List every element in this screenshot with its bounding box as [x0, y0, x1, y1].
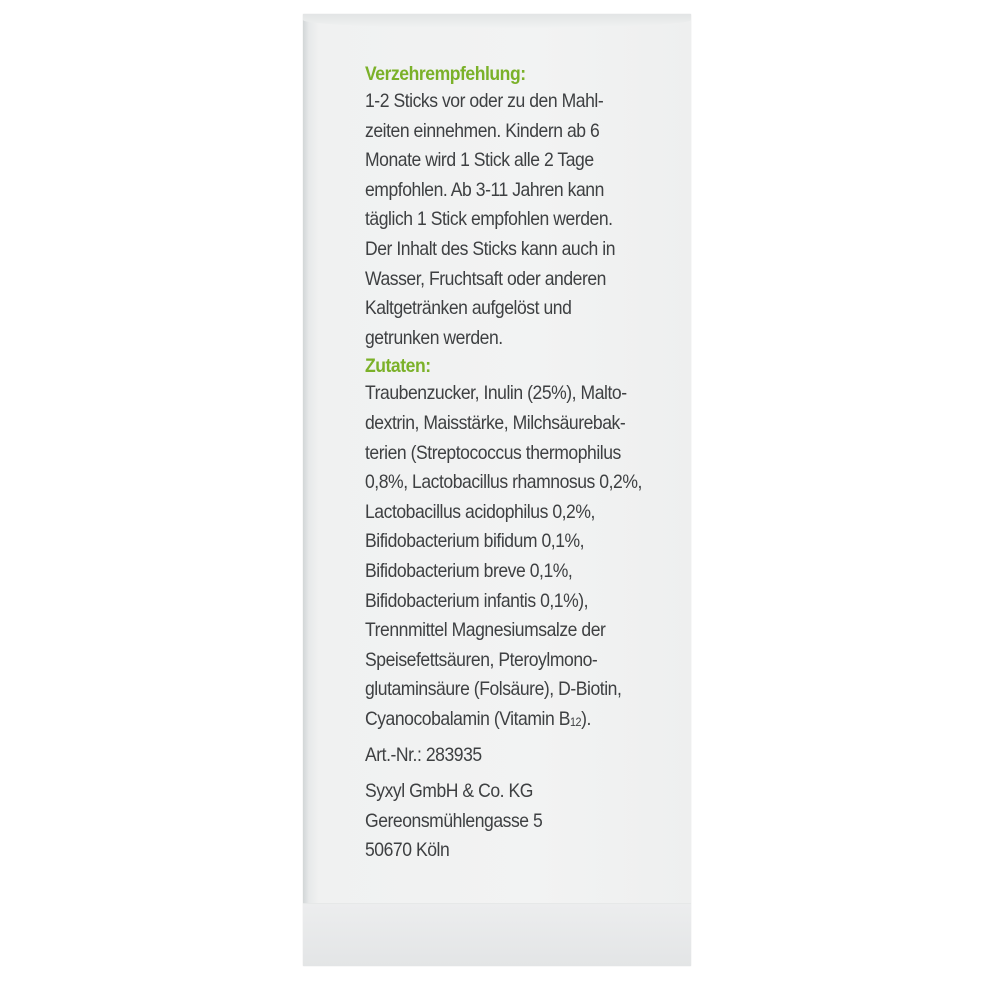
- company-street: Gereonsmühlengasse 5: [365, 809, 543, 832]
- recommendation-line: Kaltgetränken aufgelöst und: [365, 297, 572, 320]
- recommendation-text: [365, 87, 689, 353]
- ingredients-last-prefix: Cyanocobalamin (Vitamin B: [365, 707, 570, 730]
- company-city: 50670 Köln: [365, 839, 450, 862]
- ingredients-line: terien (Streptococcus thermophilus: [365, 441, 621, 464]
- ingredients-last-suffix: ).: [581, 707, 591, 730]
- ingredients-line: Trennmittel Magnesiumsalze der: [365, 619, 606, 642]
- recommendation-line: Monate wird 1 Stick alle 2 Tage: [365, 149, 594, 172]
- ingredients-line: glutaminsäure (Folsäure), D-Biotin,: [365, 678, 622, 701]
- package-top-edge: [303, 14, 691, 28]
- package-text: [365, 61, 689, 866]
- ingredients-heading: Zutaten:: [365, 355, 431, 378]
- ingredients-line: dextrin, Maisstärke, Milchsäurebak-: [365, 411, 626, 434]
- recommendation-line: 1-2 Sticks vor oder zu den Mahl-: [365, 90, 604, 112]
- ingredients-line: Bifidobacterium bifidum 0,1%,: [365, 530, 585, 553]
- recommendation-line: empfohlen. Ab 3-11 Jahren kann: [365, 178, 604, 201]
- recommendation-line: zeiten einnehmen. Kindern ab 6: [365, 119, 600, 142]
- recommendation-line: Wasser, Fruchtsaft oder anderen: [365, 267, 606, 290]
- ingredients-line: Traubenzucker, Inulin (25%), Malto-: [365, 382, 627, 405]
- article-number: Art.-Nr.: 283935: [365, 744, 482, 767]
- ingredients-line: Bifidobacterium breve 0,1%,: [365, 559, 573, 582]
- package-bottom-band: [303, 903, 691, 966]
- company-address: [365, 777, 689, 866]
- recommendation-heading: Verzehrempfehlung:: [365, 63, 526, 85]
- ingredients-line: Bifidobacterium infantis 0,1%),: [365, 589, 589, 612]
- ingredients-line: Lactobacillus acidophilus 0,2%,: [365, 500, 595, 523]
- package-side-panel: [303, 14, 691, 966]
- ingredients-text: [365, 379, 689, 737]
- company-name: Syxyl GmbH & Co. KG: [365, 780, 533, 803]
- ingredients-line: Speisefettsäuren, Pteroylmono-: [365, 648, 598, 671]
- recommendation-line: Der Inhalt des Sticks kann auch in: [365, 237, 616, 260]
- recommendation-line: täglich 1 Stick empfohlen werden.: [365, 208, 613, 231]
- vitamin-subscript: 12: [569, 714, 582, 729]
- recommendation-line: getrunken werden.: [365, 326, 503, 349]
- ingredients-last-line: [365, 705, 689, 738]
- ingredients-line: 0,8%, Lactobacillus rhamnosus 0,2%,: [365, 471, 642, 494]
